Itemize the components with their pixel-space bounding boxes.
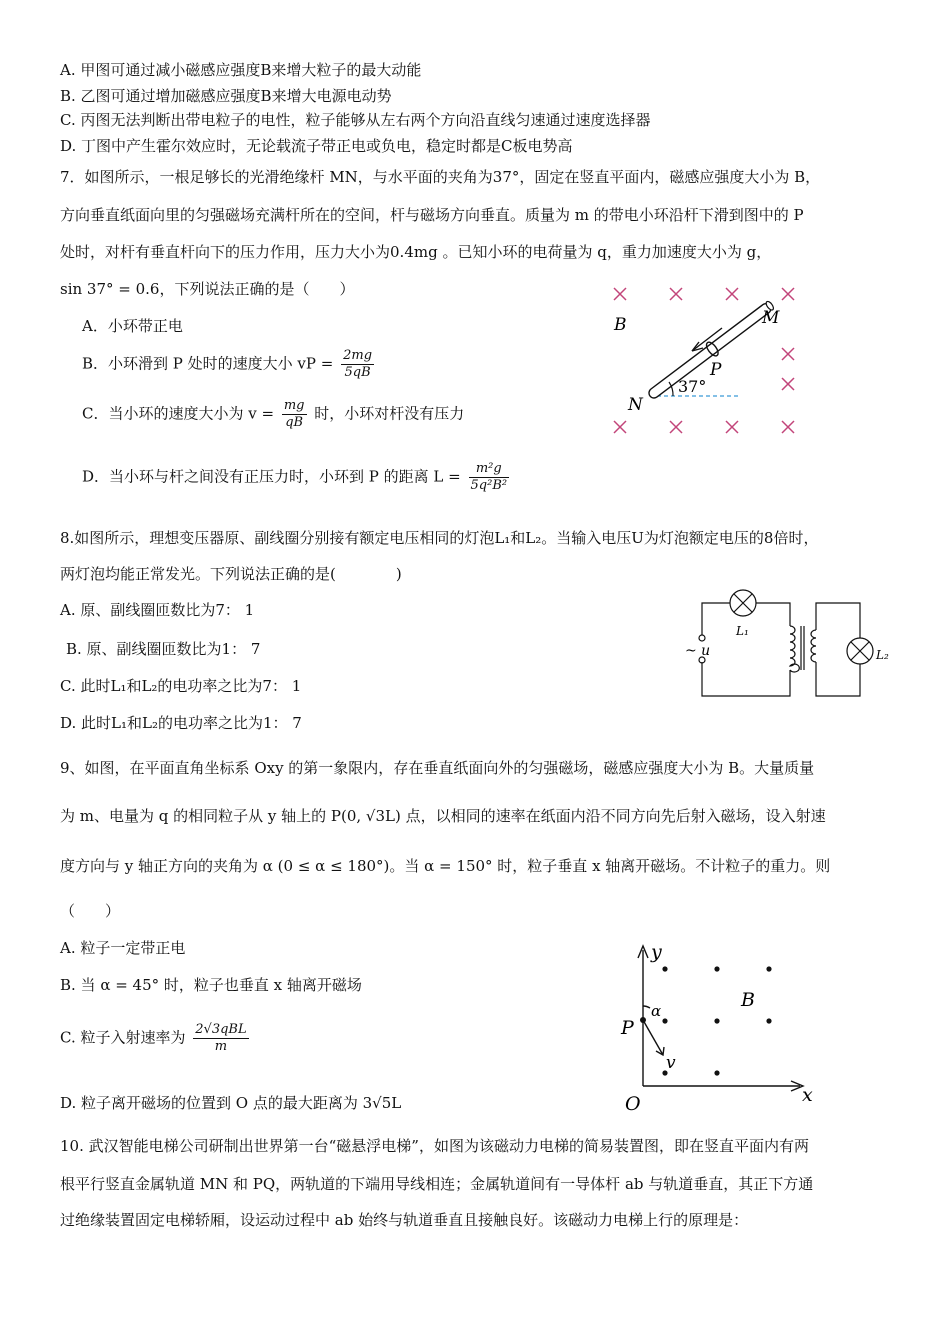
point-P [640,1017,646,1023]
q9-stem-line1: 9、如图，在平面直角坐标系 Oxy 的第一象限内，存在垂直纸面向外的匀强磁场，磁感应强度大小为 B。大量质量 [60,759,815,777]
q9-option-b: B. 当 α = 45° 时，粒子也垂直 x 轴离开磁场 [60,976,362,994]
q9-stem-line4: （ ） [60,902,121,920]
fraction-denominator: 5q²B² [470,478,508,493]
fraction-numerator: 2mg [343,348,373,363]
q9-option-c-fraction [193,1022,248,1055]
q7-figure-rod-in-field [600,278,820,448]
label-x: x [802,1084,813,1106]
fraction-denominator: m [214,1039,228,1054]
q10-stem-line2: 根平行竖直金属轨道 MN 和 PQ，两轨道的下端用导线相连；金属轨道间有一导体杆 ab 与轨道垂直，其正下方通 [60,1175,814,1193]
wire [816,662,860,696]
q8-stem-line1: 8.如图所示，理想变压器原、副线圈分别接有额定电压相同的灯泡L₁和L₂。当输入电压U为灯泡额定电压的8倍时， [60,529,819,547]
q9-option-c-text: C. 粒子入射速率为 [60,1028,186,1047]
q7-stem-line3: 处时，对杆有垂直杆向下的压力作用，压力大小为0.4mg 。已知小环的电荷量为 q，重力加速度大小为 g， [60,243,772,261]
source-label: ~ u [685,643,711,659]
label-N: N [628,395,643,415]
q7-option-c-text: C．当小环的速度大小为 v = [82,404,275,423]
q7-option-b-fraction [341,348,374,381]
q9-option-a: A. 粒子一定带正电 [60,939,186,957]
q10-stem-line3: 过绝缘装置固定电梯轿厢，设运动过程中 ab 始终与轨道垂直且接触良好。该磁动力电梯上行的原理是： [60,1211,749,1229]
label-M: M [762,308,780,328]
primary-coil [790,626,799,672]
label-O: O [625,1093,641,1115]
q9-stem-line2: 为 m、电量为 q 的相同粒子从 y 轴上的 P(0, √3L) 点，以相同的速率在纸面内沿不同方向先后射入磁场，设入射速 [60,807,826,825]
velocity-vector [643,1020,663,1055]
field-dots [640,966,772,1075]
fraction-numerator: mg [283,398,305,413]
label-y: y [651,941,662,963]
q8-option-a: A. 原、副线圈匝数比为7： 1 [60,601,255,619]
q8-option-d: D. 此时L₁和L₂的电功率之比为1： 7 [60,714,302,732]
fraction-numerator: 2√3qBL [195,1022,247,1037]
q8-option-c: C. 此时L₁和L₂的电功率之比为7： 1 [60,677,302,695]
q7-stem-line4: sin 37° = 0.6，下列说法正确的是（ ） [60,280,355,298]
q8-stem-line2: 两灯泡均能正常发光。下列说法正确的是( ) [60,565,402,583]
q9-stem-line3: 度方向与 y 轴正方向的夹角为 α (0 ≤ α ≤ 180°)。当 α = 150° 时，粒子垂直 x 轴离开磁场。不计粒子的重力。则 [60,857,831,875]
wire [756,603,790,626]
label-v: v [666,1053,676,1073]
wire [816,603,860,638]
label-P: P [621,1017,634,1039]
label-B: B [741,989,755,1011]
q6-option-d: D. 丁图中产生霍尔效应时，无论载流子带正电或负电，稳定时都是C板电势高 [60,137,573,155]
q7-option-d-text: D．当小环与杆之间没有正压力时，小环到 P 的距离 L = [82,467,461,486]
fraction-numerator: m²g [469,461,510,478]
lamp-L2 [847,638,873,664]
lamp-L1 [730,590,756,616]
q7-option-a: A．小环带正电 [82,317,183,335]
q9-option-c [60,1022,252,1055]
q9-option-d: D. 粒子离开磁场的位置到 O 点的最大距离为 3√5L [60,1094,402,1112]
label-B: B [614,315,627,335]
q7-option-c [82,398,464,431]
secondary-coil [811,630,816,662]
wire [702,662,790,696]
q9-figure-coordinate-field [615,938,830,1120]
terminal [699,635,705,641]
q10-stem-line1: 10. 武汉智能电梯公司研制出世界第一台“磁悬浮电梯”，如图为该磁动力电梯的简易装置图，即在竖直平面内有两 [60,1137,809,1155]
q8-figure-transformer [680,588,889,703]
rod-MN [645,298,776,403]
q8-option-b: B. 原、副线圈匝数比为1： 7 [66,640,261,658]
q7-stem-line2: 方向垂直纸面向里的匀强磁场充满杆所在的空间，杆与磁场方向垂直。质量为 m 的带电小环沿杆下滑到图中的 P [60,206,804,224]
q7-option-d [82,461,512,494]
q7-option-c-suffix: 时，小环对杆没有压力 [314,404,465,423]
alpha-arc [643,1006,650,1008]
label-L2: L₂ [876,648,889,662]
wire [702,603,730,635]
label-L1: L₁ [736,624,749,638]
q7-option-b [82,348,377,381]
q7-stem-line1: 7．如图所示，一根足够长的光滑绝缘杆 MN，与水平面的夹角为37°，固定在竖直平面内，磁感应强度大小为 B， [60,168,821,186]
q7-option-b-text: B．小环滑到 P 处时的速度大小 vP = [82,354,334,373]
q7-option-c-fraction [282,398,307,431]
label-P: P [710,360,722,380]
q7-option-d-fraction [469,461,510,494]
label-alpha: α [651,1002,662,1020]
fraction-denominator: 5qB [344,365,371,380]
label-angle: 37° [678,377,707,396]
q6-option-c: C. 丙图无法判断出带电粒子的电性，粒子能够从左右两个方向沿直线匀速通过速度选择器 [60,111,651,129]
fraction-denominator: qB [285,415,304,430]
q6-option-b: B. 乙图可通过增加磁感应强度B来增大电源电动势 [60,87,392,105]
q6-option-a: A. 甲图可通过减小磁感应强度B来增大粒子的最大动能 [60,61,422,79]
